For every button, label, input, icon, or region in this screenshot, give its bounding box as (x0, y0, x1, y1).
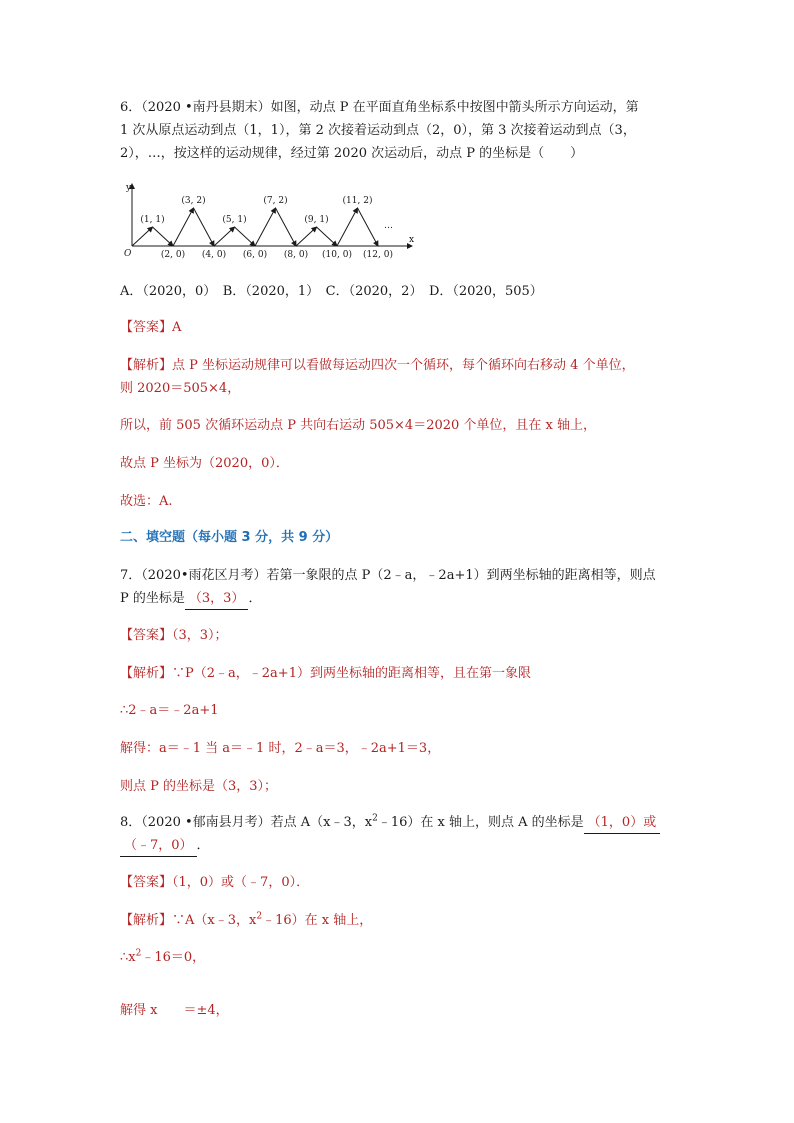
analysis-text: ∵P（2﹣a，﹣2a+1）到两坐标轴的距离相等，且在第一象限 (172, 666, 531, 681)
point-labels (140, 195, 393, 260)
path-segment (173, 208, 194, 246)
path-segment (358, 208, 379, 246)
q6-line-1: 6．（2020 •南丹县期末）如图，动点 P 在平面直角坐标系中按图中箭头所示方向运动，第 (120, 100, 639, 115)
analysis-tag: 【解析】 (120, 913, 173, 928)
q6-analysis-3: 所以，前 505 次循环运动点 P 共向右运动 505×4＝2020 个单位，且在 x 轴上， (120, 418, 597, 433)
q8-mid: ﹣16）在 x 轴上，则点 A 的坐标是 (377, 815, 584, 830)
analysis-sup: 2 (135, 948, 142, 959)
analysis-text: ﹣16＝0， (141, 950, 206, 965)
path-segment (214, 227, 235, 246)
section-heading: 二、填空题（每小题 3 分，共 9 分） (120, 530, 339, 545)
q8-sup: 2 (372, 813, 378, 824)
answer-value: （3，3）； (172, 628, 228, 643)
q8-analysis-1 (120, 911, 372, 931)
q8-blank-2: （﹣7，0） (120, 836, 197, 857)
axis-point-label: (12, 0) (363, 250, 393, 260)
q6-line-2: 1 次从原点运动到点（1，1），第 2 次接着运动到点（2，0），第 3 次接着运动到点（3， (120, 123, 636, 138)
answer-tag: 【答案】 (120, 875, 173, 890)
q8-line-2 (120, 836, 210, 857)
path-segment (317, 227, 338, 246)
axis-point-label: (8, 0) (283, 250, 309, 260)
q6-options: A．（2020，0） B．（2020，1） C．（2020，2） D．（2020，505） (120, 284, 543, 299)
q6-line-3: 2），…，按这样的运动规律，经过第 2020 次运动后，动点 P 的坐标是（ ） (120, 146, 584, 161)
q7-analysis-3: 解得：a＝﹣1 当 a＝﹣1 时，2﹣a＝3，﹣2a+1＝3， (120, 741, 441, 756)
path-segment (276, 208, 297, 246)
analysis-text: ∵A（x﹣3，x (172, 913, 257, 928)
q7-analysis-1 (120, 664, 531, 684)
peak-label: (3, 2) (181, 196, 206, 206)
peak-label: (11, 2) (342, 196, 373, 206)
axis-point-label: (4, 0) (201, 250, 227, 260)
q6-answer (120, 318, 181, 338)
q6-motion-figure (118, 180, 418, 262)
q7-analysis-4: 则点 P 的坐标是（3，3）； (120, 779, 278, 794)
q7-blank: （3，3） (185, 589, 249, 610)
q6-analysis-5: 故选：A. (120, 494, 173, 509)
analysis-tag: 【解析】 (120, 358, 173, 373)
q8-line-1 (120, 813, 660, 834)
path-segment (296, 227, 317, 246)
q7-line-1: 7．（2020•雨花区月考）若第一象限的点 P（2﹣a，﹣2a+1）到两坐标轴的距离相等，则点 (120, 568, 656, 583)
peak-label: (1, 1) (140, 215, 165, 225)
path-segment (132, 227, 153, 246)
q7-answer (120, 626, 228, 646)
q7-suffix: ． (248, 591, 262, 606)
ellipsis: … (384, 221, 393, 231)
analysis-sup: 2 (256, 911, 263, 922)
origin-label: O (124, 249, 132, 259)
q6-analysis-1 (120, 356, 635, 376)
answer-tag: 【答案】 (120, 628, 173, 643)
x-axis-label: x (409, 235, 415, 245)
q8-prefix: 8．（2020 •郁南县月考）若点 A（x﹣3，x (120, 815, 373, 830)
q8-answer (120, 873, 309, 893)
axis-point-label: (2, 0) (160, 250, 186, 260)
q6-analysis-4: 故点 P 坐标为（2020，0）． (120, 456, 289, 471)
peak-label: (5, 1) (222, 215, 247, 225)
q7-analysis-2: ∴2﹣a＝﹣2a+1 (120, 703, 219, 718)
answer-tag: 【答案】 (120, 320, 173, 335)
motion-path (132, 208, 378, 246)
analysis-tag: 【解析】 (120, 666, 173, 681)
y-axis-label: y (126, 183, 132, 193)
q8-analysis-3: 解得 x ＝±4， (120, 1003, 229, 1018)
q7-prefix: P 的坐标是 (120, 591, 185, 606)
peak-label: (9, 1) (304, 215, 329, 225)
q8-blank-1: （1，0）或 (584, 813, 661, 834)
answer-value: A (172, 320, 182, 335)
axis-point-label: (10, 0) (322, 250, 352, 260)
path-segment (194, 208, 215, 246)
analysis-text: ∴x (120, 950, 136, 965)
q8-analysis-2 (120, 948, 205, 968)
path-segment (235, 227, 256, 246)
path-segment (337, 208, 358, 246)
analysis-text: ﹣16）在 x 轴上， (262, 913, 373, 928)
answer-value: （1，0）或（﹣7，0）． (172, 875, 310, 890)
q8-suffix: ． (196, 838, 210, 853)
axis-point-label: (6, 0) (242, 250, 268, 260)
path-segment (255, 208, 276, 246)
q6-analysis-2: 则 2020＝505×4， (120, 381, 241, 396)
path-segment (153, 227, 174, 246)
analysis-text: 点 P 坐标运动规律可以看做每运动四次一个循环，每个循环向右移动 4 个单位， (172, 358, 635, 373)
peak-label: (7, 2) (263, 196, 288, 206)
q7-line-2 (120, 589, 261, 610)
